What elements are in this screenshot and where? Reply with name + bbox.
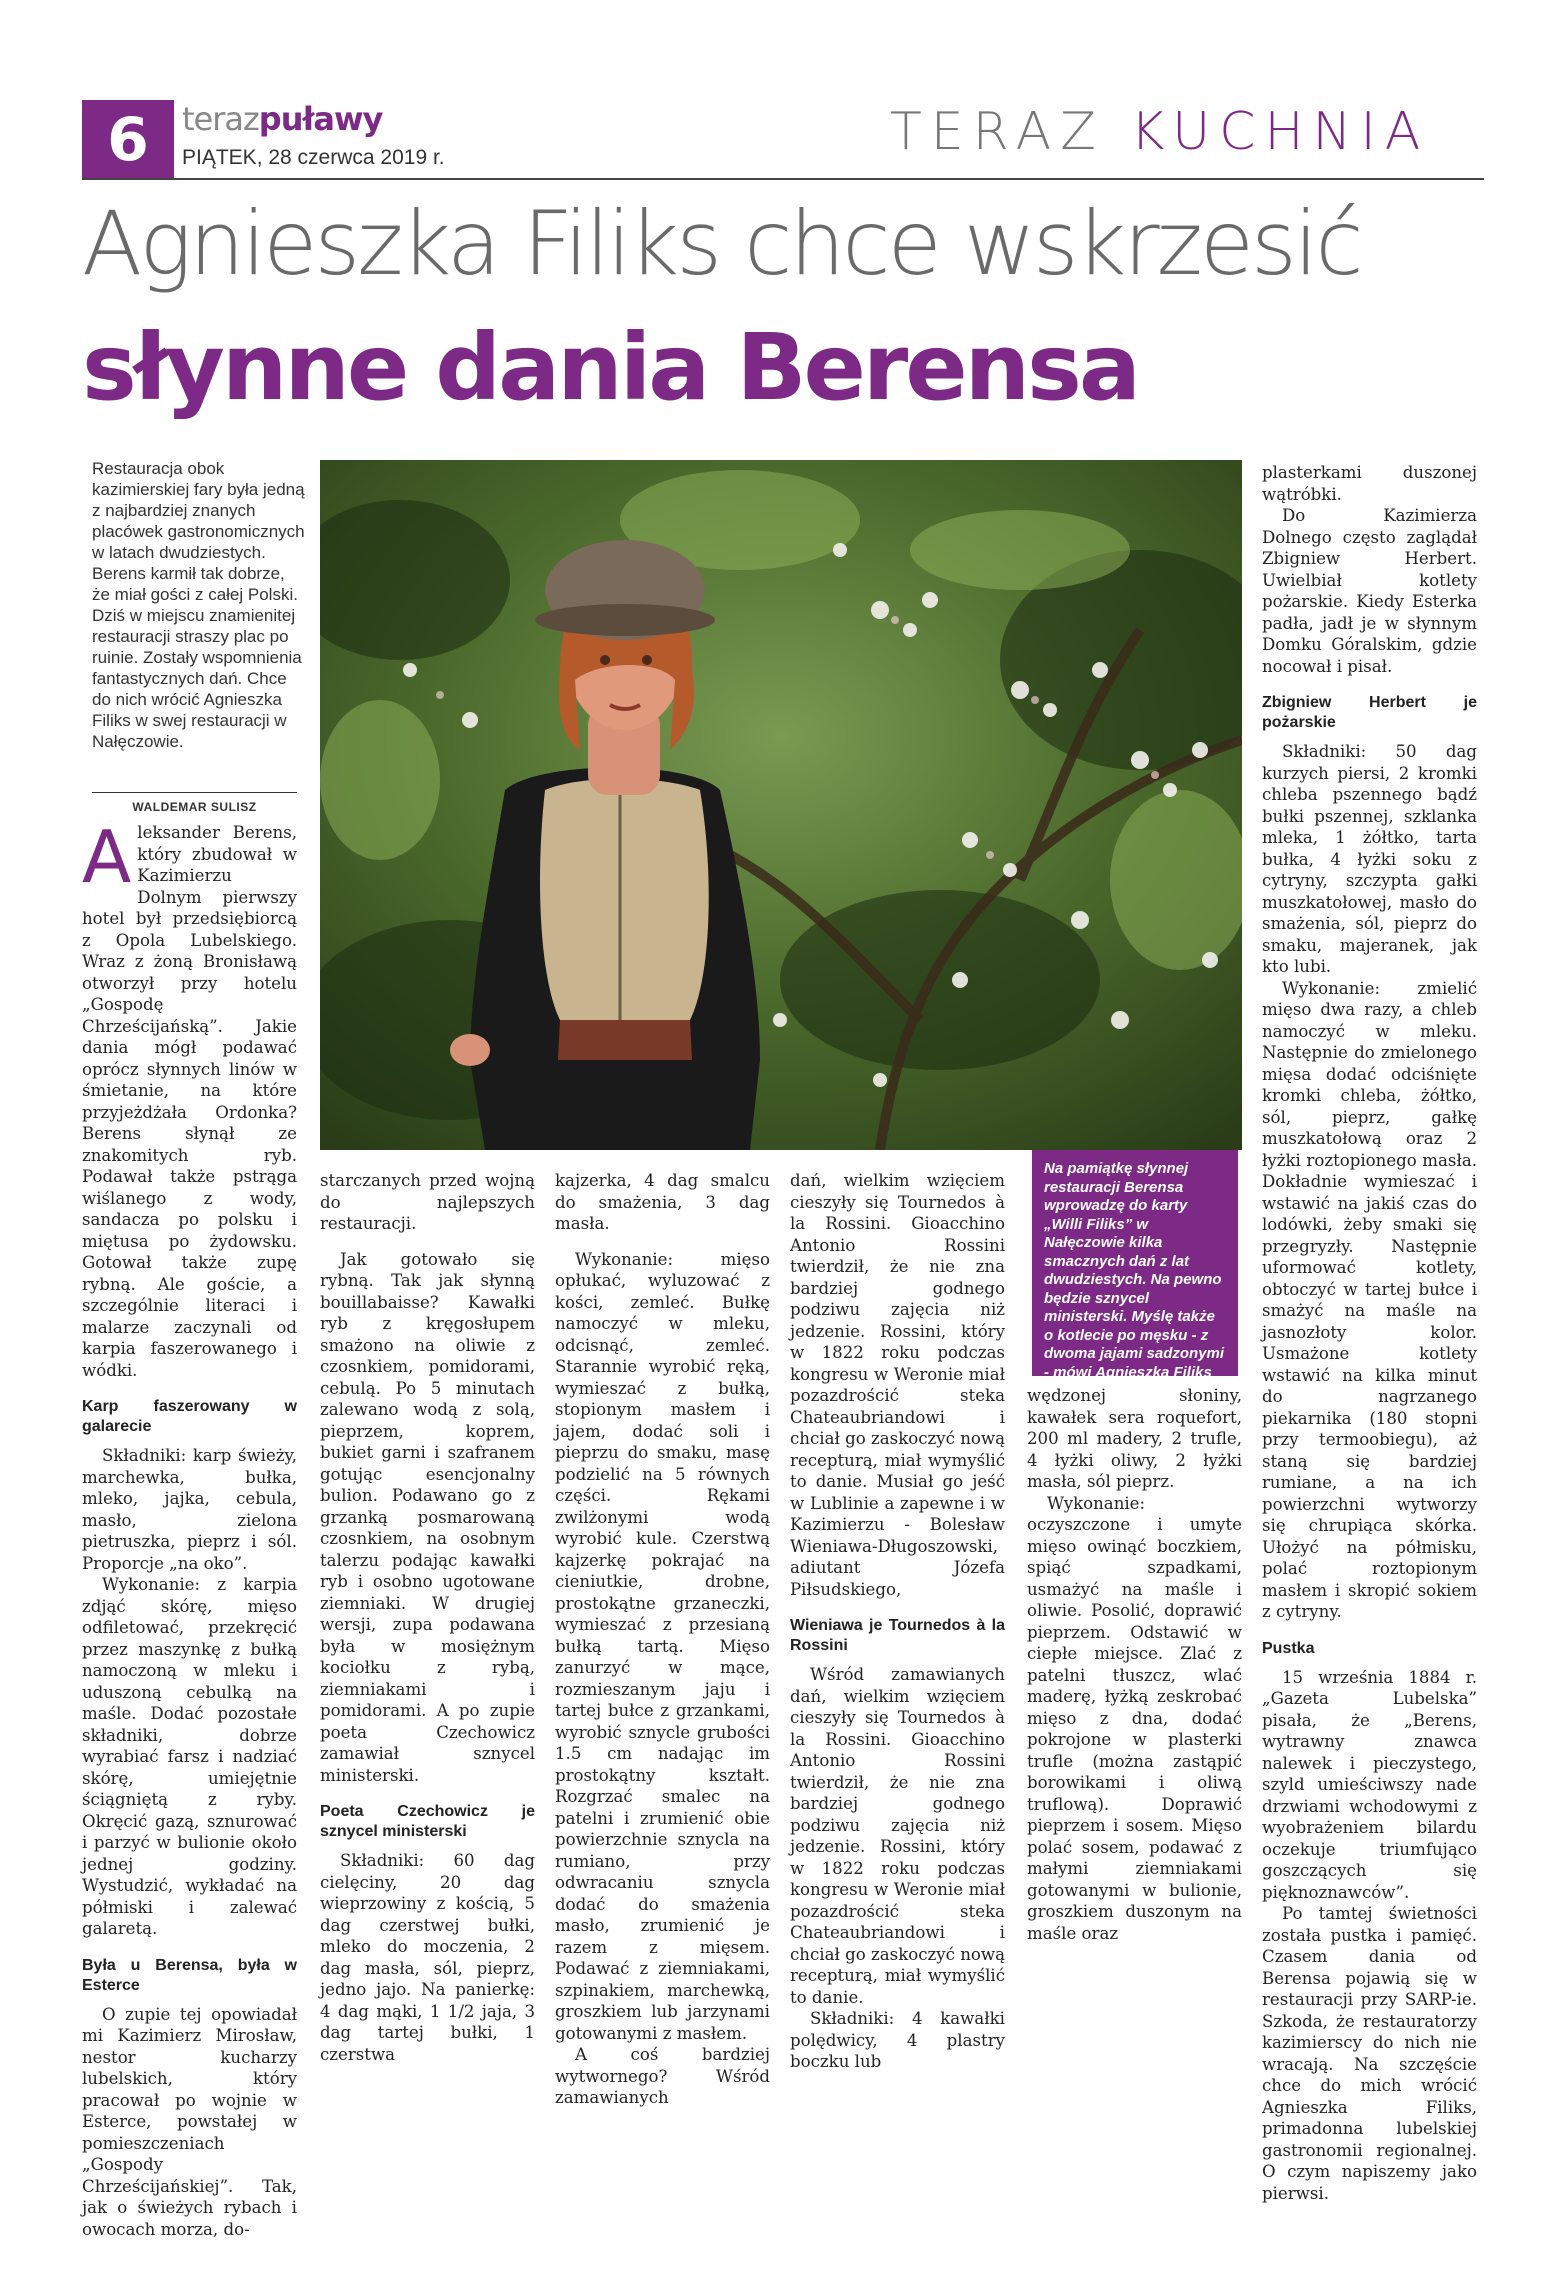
article-paragraph: Wśród zamawianych dań, wielkim wzięciem cieszyły się Tournedos à la Rossini. Gioacchino Antonio Rossini twierdził, że nie zna bardziej godnego podziwu zajęcia niż jedzenie. Rossini, który w 1822 roku podczas kongresu w Weronie miał pozazdrościć steka Chateaubriandowi i chciał go zaskoczyć nową recepturą, miał wymyślić to danie. — [790, 1665, 1005, 2007]
byline: WALDEMAR SULISZ — [132, 800, 257, 814]
article-column-6 — [1262, 462, 1477, 2204]
article-paragraph: dań, wielkim wzięciem cieszyły się Tournedos à la Rossini. Gioacchino Antonio Rossini twierdził, że nie zna bardziej godnego podziwu zajęcia niż jedzenie. Rossini, który w 1822 roku podczas kongresu w Weronie miał pozazdrościć steka Chateaubriandowi i chciał go zaskoczyć nową recepturą, miał wymyślić to danie. Musiał go jeść w Lublinie a zapewne i w Kazimierzu - Bolesław Wieniawa-Długoszowski, adiutant Józefa Piłsudskiego, — [790, 1171, 1005, 1599]
photo-caption: Na pamiątkę słynnej restauracji Berensa wprowadzę do karty „Willi Filiks” w Nałęczowie kilka smacznych dań z lat dwudziestych. Na pewno będzie sznycel ministerski. Myślę także o kotlecie po męsku - z dwoma jajami sadzonymi - mówi Agnieszka Filiks — [1032, 1150, 1238, 1376]
article-paragraph: Składniki: 4 kawałki polędwicy, 4 plastry boczku lub — [790, 2009, 1005, 2071]
article-paragraph: Składniki: 60 dag cielęciny, 20 dag wieprzowiny z kością, 5 dag czerstwej bułki, mleko do moczenia, 2 dag masła, sól, pieprz, jedno jajo. Na panierkę: 4 dag mąki, 1 1/2 jaja, 3 dag tartej bułki, 1 czerstwa — [320, 1851, 535, 2064]
article-paragraph: 15 września 1884 r. „Gazeta Lubelska” pisała, że „Berens, wytrawny znawca nalewek i pieczystego, szyld umieściwszy nade drzwiami wchodowymi z wyobrażeniem bilardu oczekuje triumfująco goszczących się pięknoznawców”. — [1262, 1667, 1477, 1902]
drop-cap: A — [82, 815, 132, 899]
article-paragraph: Jak gotowało się rybną. Tak jak słynną bouillabaisse? Kawałki ryb z kręgosłupem smażono na oliwie z czosnkiem, pomidorami, cebulą. Po 5 minutach zalewano wodą z solą, pieprzem, koprem, bukiet garni i szafranem gotując esencjonalny bulion. Podawano go z grzanką posmarowaną czosnkiem, na osobnym talerzu podając kawałki ryb i osobno ugotowane ziemniaki. W drugiej wersji, zupa podawana była w mosiężnym kociołku z rybą, ziemniakami i pomidorami. A po zupie poeta Czechowicz zamawiał sznycel ministerski. — [320, 1249, 535, 1785]
section-title-part1: TERAZ — [890, 102, 1105, 162]
headline-line2: słynne dania Berensa — [82, 314, 1138, 421]
article-paragraph: Wykonanie: z karpia zdjąć skórę, mięso odfiletować, przekręcić przez maszynkę z bułką namoczoną w mleku i uduszoną cebulką na maśle. Dodać pozostałe składniki, dobrze wyrabiać farsz i nadziać skórę, umiejętnie ściągniętą z ryby. Okręcić gazą, sznurować i parzyć w bulionie około jednej godziny. Wystudzić, wykładać na półmiski i zalewać galaretą. — [82, 1575, 297, 1938]
logo-part1: teraz — [182, 100, 259, 138]
article-column-1 — [82, 815, 297, 2240]
subheading: Zbigniew Herbert je pożarskie — [1262, 694, 1477, 731]
header-rule — [82, 178, 1484, 180]
subheading: Była u Berensa, była w Esterce — [82, 1956, 297, 1994]
article-paragraph: plasterkami duszonej wątróbki. — [1262, 463, 1477, 504]
article-column-4 — [790, 1170, 1005, 2073]
article-paragraph-text: leksander Berens, który zbudował w Kazimierzu Dolnym pierwszy hotel był przedsiębiorcą z Opola Lubelskiego. Wraz z żoną Bronisławą otworzył przy hotelu „Gospodę Chrześcijańską”. Jakie dania mógł podawać oprócz słynnych linów w śmietanie, na które przyjeżdżała Ordonka? Berens słynął ze znakomitych ryb. Podawał także pstrąga wiślanego z wody, sandacza po polsku i miętusa po żydowsku. Gotował także zupę rybną. Ale goście, a szczególnie literaci i malarze zaczynali od karpia faszerowanego i wódki. — [82, 823, 297, 1380]
subheading: Pustka — [1262, 1639, 1315, 1657]
section-title-part2: KUCHNIA — [1130, 102, 1430, 162]
article-column-3 — [555, 1170, 770, 2109]
article-paragraph: kajzerka, 4 dag smalcu do smażenia, 3 dag masła. — [555, 1171, 770, 1233]
article-paragraph: Składniki: 50 dag kurzych piersi, 2 kromki chleba pszennego bądź bułki pszennej, szklanka mleka, 1 żółtko, tarta bułka, 4 łyżki soku z cytryny, szczypta gałki muszkatołowej, masło do smażenia, sól, pieprz do smaku, majeranek, jak kto lubi. — [1262, 742, 1477, 976]
issue-date: PIĄTEK, 28 czerwca 2019 r. — [182, 146, 445, 169]
article-paragraph: A coś bardziej wytwornego? Wśród zamawianych — [555, 2045, 770, 2107]
article-paragraph: wędzonej słoniny, kawałek sera roquefort, 200 ml madery, 2 trufle, 4 łyżki oliwy, 2 łyżki masła, sól pieprz. — [1027, 1386, 1242, 1491]
newspaper-logo — [182, 100, 382, 138]
article-paragraph: O zupie tej opowiadał mi Kazimierz Mirosław, nestor kucharzy lubelskich, który pracował po wojnie w Esterce, powstałej w pomieszczeniach „Gospody Chrześcijańskiej”. Tak, jak o świeżych rybach i owocach morza, do- — [82, 2004, 297, 2239]
headline-line1: Agnieszka Filiks chce wskrzesić — [82, 192, 1361, 295]
article-paragraph — [82, 815, 297, 1381]
article-paragraph: Do Kazimierza Dolnego często zaglądał Zbigniew Herbert. Uwielbiał kotlety pożarskie. Kiedy Esterka padła, jadł je w słynnym Domku Góralskim, gdzie nocował i pisał. — [1262, 506, 1477, 676]
logo-part2: puławy — [258, 100, 383, 138]
article-column-5 — [1027, 1385, 1242, 1944]
photo-illustration — [320, 460, 1242, 1150]
subheading: Wieniawa je Tournedos à la Rossini — [790, 1617, 1005, 1654]
article-paragraph: Wykonanie: mięso opłukać, wyluzować z kości, zemleć. Bułkę namoczyć w mleku, odcisnąć, zemleć. Starannie wyrobić ręką, wymieszać z bułką, stopionym masłem i jajem, dodać soli i pieprzu do smaku, masę podzielić na 5 równych części. Rękami zwilżonymi wodą wyrobić kule. Czerstwą kajzerkę pokrajać na cieniutkie, drobne, prostokątne grzaneczki, wymieszać z przesianą bułką tartą. Mięso zanurzyć w mące, rozmieszanym jaju i tartej bułce z grzankami, wyrobić sznycle grubości 1.5 cm nadając im prostokątny kształt. Rozgrzać smalec na patelni i zrumienić obie powierzchnie sznycla na rumiano, przy odwracaniu sznycla dodać do smażenia masło, zrumienić je razem z mięsem. Podawać z ziemniakami, szpinakiem, marchewką, groszkiem lub jarzynami gotowanymi z masłem. — [555, 1249, 770, 2043]
byline-rule — [92, 792, 297, 793]
article-paragraph: starczanych przed wojną do najlepszych restauracji. — [320, 1171, 535, 1233]
article-paragraph: Wykonanie: zmielić mięso dwa razy, a chleb namoczyć w mleku. Następnie do zmielonego mięsa dodać odciśnięte kromki chleba, żółtko, sól, pieprz, gałkę muszkatołową oraz 2 łyżki roztopionego masła. Dokładnie wymieszać i wstawić na jakiś czas do lodówki, żeby smaki się przegryzły. Następnie uformować kotlety, obtoczyć w tartej bułce i smażyć na maśle na jasnozłoty kolor. Usmażone kotlety wstawić na kilka minut do nagrzanego piekarnika (180 stopni przy termoobiegu), aż staną się bardziej rumiane, a na ich powierzchni wytworzy się chrupiąca skórka. Ułożyć na półmisku, polać roztopionym masłem i skropić sokiem z cytryny. — [1262, 978, 1477, 1621]
subheading: Karp faszerowany w galarecie — [82, 1398, 297, 1435]
article-paragraph: Składniki: karp świeży, marchewka, bułka, mleko, jajka, cebula, masło, zielona pietruszka, pieprz i sól. Proporcje „na oko”. — [82, 1446, 297, 1573]
article-paragraph: Wykonanie: oczyszczone i umyte mięso owinąć boczkiem, spiąć szpadkami, usmażyć na maśle i oliwie. Posolić, doprawić pieprzem. Odstawić w ciepłe miejsce. Zlać z patelni tłuszcz, wlać maderę, łyżką zeskrobać mięso z dna, dodać pokrojone w plasterki trufle (można zastąpić borowikami i oliwą truflową). Doprawić pieprzem i sosem. Mięso polać sosem, podawać z małymi ziemniakami gotowanymi w bulionie, groszkiem duszonym na maśle oraz — [1027, 1493, 1242, 1943]
article-photo — [320, 460, 1242, 1150]
subheading: Poeta Czechowicz je sznycel ministerski — [320, 1803, 535, 1840]
article-paragraph: Po tamtej świetności została pustka i pamięć. Czasem dania od Berensa pojawią się w restauracji przy SARP-ie. Szkoda, że restauratorzy kazimierscy do nich nie wracają. Na szczęście chce do mich wrócić Agnieszka Filiks, primadonna lubelskiej gastronomii regionalnej. O czym napiszemy jako pierwsi. — [1262, 1904, 1477, 2203]
article-column-2 — [320, 1170, 535, 2065]
page-number: 6 — [82, 100, 174, 180]
section-title — [890, 102, 1429, 162]
lead-paragraph: Restauracja obok kazimierskiej fary była jedną z najbardziej znanych placówek gastronomicznych w latach dwudziestych. Berens karmił tak dobrze, że miał gości z całej Polski. Dziś w miejscu znamienitej restauracji straszy plac po ruinie. Zostały wspomnienia fantastycznych dań. Chce do nich wrócić Agnieszka Filiks w swej restauracji w Nałęczowie. — [92, 459, 305, 751]
